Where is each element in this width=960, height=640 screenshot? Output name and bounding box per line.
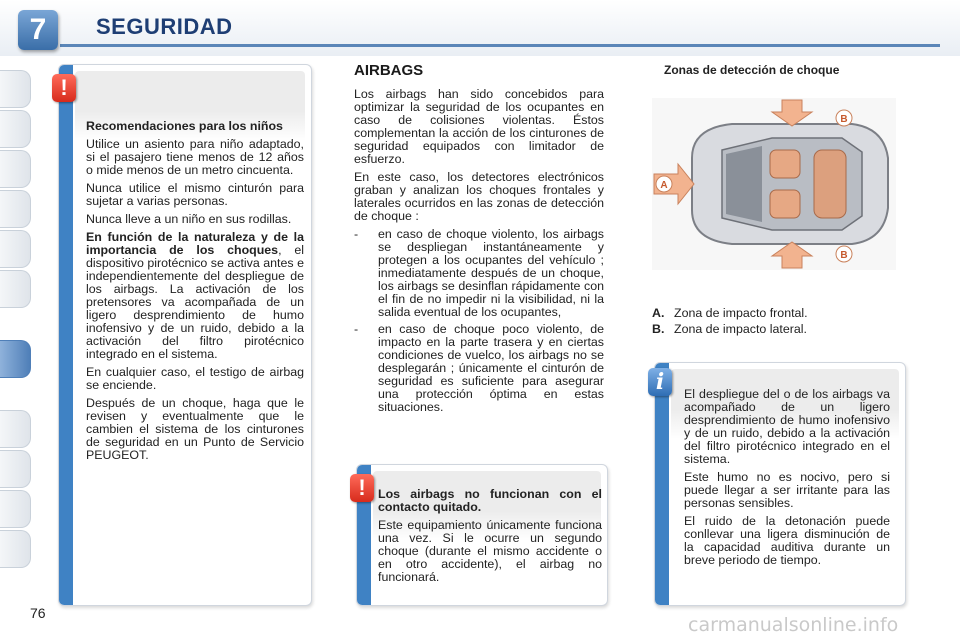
legend-key-a: A. xyxy=(652,306,665,320)
recommendations-text xyxy=(86,120,304,467)
recommendations-p4-rest: , el dispositivo pirotécnico se activa antes e independientemente del despliegue de los airbags. La activación de los pretensores va acompañada de un ligero desprendimiento de humo inofensivo y de un ruido, debido a la activación del filtro pirotécnico integrado en el sistema. xyxy=(86,243,305,361)
recommendations-heading: Recomendaciones para los niños xyxy=(86,119,283,133)
recommendations-p2: Nunca utilice el mismo cinturón para sujetar a varias personas. xyxy=(86,181,304,208)
info-p3: El ruido de la detonación puede conllevar una ligera disminución de la capacidad auditiva durante un breve periodo de tiempo. xyxy=(684,514,890,567)
impact-zones-diagram xyxy=(652,98,896,270)
seat-front-right xyxy=(770,190,800,218)
legend-text-a: Zona de impacto frontal. xyxy=(674,306,808,320)
page-number: 76 xyxy=(30,605,46,621)
legend-lateral xyxy=(652,322,807,336)
chapter-tab-11[interactable] xyxy=(0,530,31,568)
chapter-tab-7-active[interactable] xyxy=(0,340,31,378)
recommendations-p1: Utilice un asiento para niño adaptado, si el pasajero tiene menos de 12 años o mide menos de un metro cincuenta. xyxy=(86,137,304,177)
chapter-tab-3[interactable] xyxy=(0,150,31,188)
label-a: A xyxy=(660,180,668,191)
info-icon: i xyxy=(648,368,672,396)
legend-frontal xyxy=(652,306,808,320)
legend-text-b: Zona de impacto lateral. xyxy=(674,322,807,336)
list-dash: - xyxy=(354,227,359,241)
airbags-title: AIRBAGS xyxy=(354,62,424,79)
info-p1: El despliegue del o de los airbags va acompañado de un ligero desprendimiento de humo inofensivo y de un ruido, debido a la activación del filtro pirotécnico integrado en el sistema. xyxy=(684,387,890,466)
recommendations-p4 xyxy=(86,231,304,361)
header-rule xyxy=(60,44,940,47)
airbags-list xyxy=(354,228,604,414)
info-p2: Este humo no es nocivo, pero si puede llegar a ser irritante para las personas sensibles. xyxy=(684,470,890,510)
recommendations-p5: En cualquier caso, el testigo de airbag se enciende. xyxy=(86,365,304,392)
car-windshield xyxy=(726,146,762,222)
info-text xyxy=(684,388,890,572)
airbags-text xyxy=(354,88,604,418)
list-item xyxy=(354,228,604,319)
warning-text xyxy=(378,488,602,589)
label-b-bottom: B xyxy=(840,250,848,261)
seat-rear xyxy=(814,150,846,218)
chapter-tab-6[interactable] xyxy=(0,270,31,308)
box-accent-strip xyxy=(59,65,73,605)
chapter-tab-8[interactable] xyxy=(0,410,31,448)
recommendations-p3: Nunca lleve a un niño en sus rodillas. xyxy=(86,212,292,226)
chapter-tab-5[interactable] xyxy=(0,230,31,268)
page-title: SEGURIDAD xyxy=(96,14,233,39)
chapter-tab-9[interactable] xyxy=(0,450,31,488)
chapter-tab-10[interactable] xyxy=(0,490,31,528)
legend-key-b: B. xyxy=(652,322,665,336)
recommendations-p6: Después de un choque, haga que le revisen y eventualmente que le cambien el sistema de los cinturones de seguridad en un Punto de Servicio PEUGEOT. xyxy=(86,396,304,462)
airbags-item-1: en caso de choque violento, los airbags se despliegan instantáneamente y protegen a los ocupantes del vehículo ; inmediatamente después de un choque, los airbags se desinflan rápidamente con el fin de no impedir ni la visibilidad, ni la salida eventual de los ocupantes, xyxy=(378,227,604,319)
box-accent-strip xyxy=(655,363,669,605)
chapter-tab-1[interactable] xyxy=(0,70,31,108)
watermark: carmanualsonline.info xyxy=(688,614,899,636)
warning-icon: ! xyxy=(350,474,374,502)
airbags-p1: Los airbags han sido concebidos para optimizar la seguridad de los ocupantes en caso de colisiones violentas. Éstos complementan la acción de los cinturones de seguridad equipados con limitador de esfuerzo. xyxy=(354,87,604,166)
chapter-tab-4[interactable] xyxy=(0,190,31,228)
list-dash: - xyxy=(354,322,359,336)
airbags-p2: En este caso, los detectores electrónicos graban y analizan los choques frontales y laterales ocurridos en las zonas de detección de choque : xyxy=(354,170,604,223)
list-item xyxy=(354,323,604,414)
label-b-top: B xyxy=(840,114,848,125)
warning-heading: Los airbags no funcionan con el contacto quitado. xyxy=(378,487,602,514)
chapter-number-badge: 7 xyxy=(18,10,58,50)
chapter-tab-2[interactable] xyxy=(0,110,31,148)
zones-title: Zonas de detección de choque xyxy=(664,63,840,77)
airbags-item-2: en caso de choque poco violento, de impacto en la parte trasera y en ciertas condiciones de vuelco, los airbags no se desplegarán ; únicamente el cinturón de seguridad es suficiente para asegurar una protección óptima en estas situaciones. xyxy=(378,322,604,414)
seat-front-left xyxy=(770,150,800,178)
warning-body: Este equipamiento únicamente funciona una vez. Si le ocurre un segundo choque (durante el mismo accidente o en otro accidente), el airbag no funcionará. xyxy=(378,518,602,584)
warning-icon: ! xyxy=(52,74,76,102)
recommendations-p4-bold: En función de la naturaleza y de la importancia de los choques xyxy=(86,230,304,257)
